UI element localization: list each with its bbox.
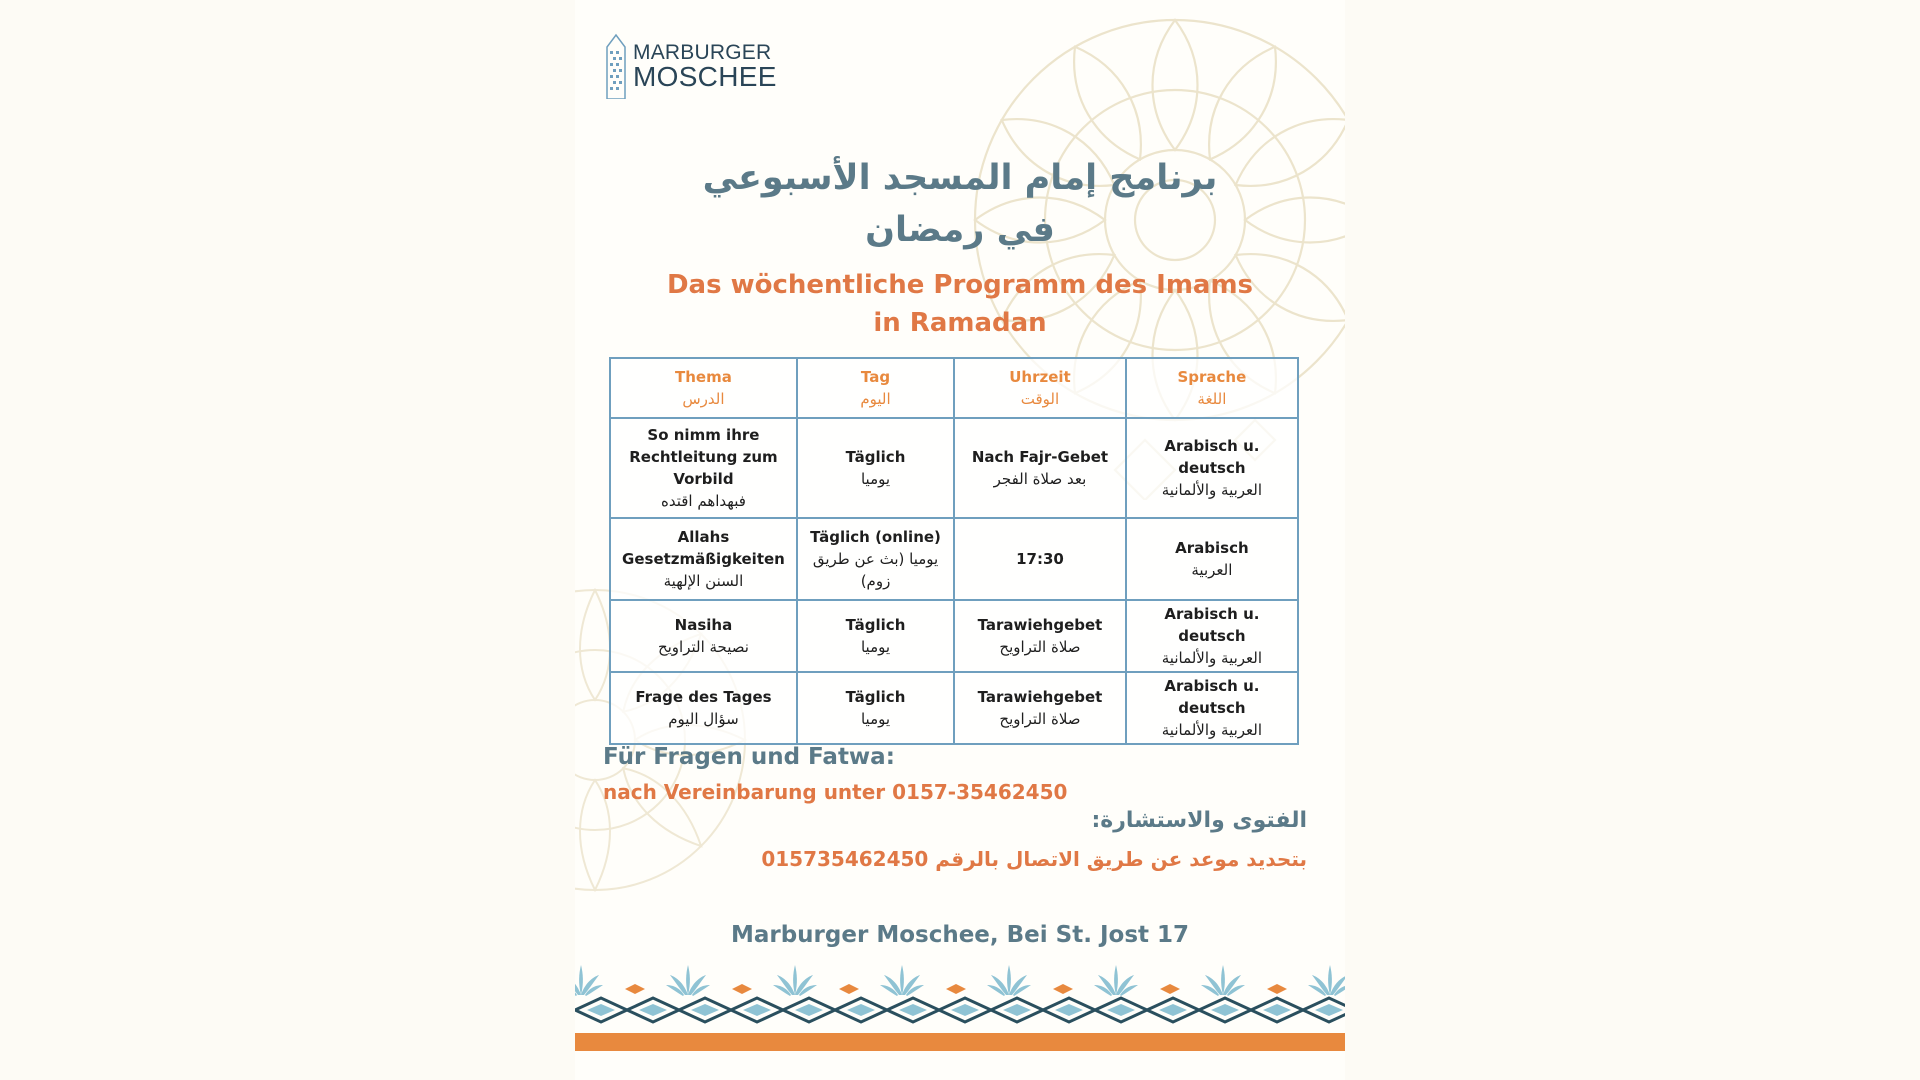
header-tag [797,358,954,418]
table-row [610,672,1298,744]
cell-de: Nasiha [674,616,733,634]
title-german [575,266,1345,342]
minaret-icon [603,33,629,99]
header-thema [610,358,797,418]
cell-ar: العربية والألمانية [1161,649,1263,667]
cell-de: Täglich (online) [810,528,941,546]
table-row [610,600,1298,672]
cell-tag [797,418,954,518]
header-ar: اللغة [1197,390,1227,408]
header-de: Sprache [1177,368,1247,386]
mosque-logo [603,33,777,99]
cell-tag [797,672,954,744]
table-row [610,518,1298,600]
cell-de: 17:30 [1016,550,1064,568]
cell-thema [610,600,797,672]
header-de: Uhrzeit [1009,368,1071,386]
cell-ar: نصيحة التراويح [657,638,749,656]
cell-thema [610,518,797,600]
cell-de: Täglich [845,688,906,706]
table-header-row [610,358,1298,418]
title-german-line1: Das wöchentliche Programm des Imams [666,270,1254,300]
poster [575,0,1345,1080]
cell-uhrzeit [954,418,1126,518]
contact-heading-german: Für Fragen und Fatwa: [603,744,895,770]
cell-tag [797,518,954,600]
cell-ar: يوميا [860,638,891,656]
cell-ar: العربية والألمانية [1161,481,1263,499]
mosque-address: Marburger Moschee, Bei St. Jost 17 [730,922,1190,948]
cell-de: Allahs Gesetzmäßigkeiten [622,528,785,568]
header-sprache [1126,358,1298,418]
cell-ar: فبهداهم اقتده [660,492,746,510]
cell-ar: العربية [1191,561,1233,579]
contact-heading-arabic: الفتوى والاستشارة: [1091,808,1307,833]
cell-de: Tarawiehgebet [977,688,1103,706]
title-arabic [575,152,1345,256]
cell-de: Arabisch [1175,539,1249,557]
cell-ar: يوميا [860,710,891,728]
header-ar: الدرس [682,390,725,408]
cell-de: Täglich [845,448,906,466]
cell-ar: صلاة التراويح [999,638,1081,656]
header-de: Tag [860,368,891,386]
cell-de: Tarawiehgebet [977,616,1103,634]
cell-de: So nimm ihre Rechtleitung zum Vorbild [629,426,778,488]
cell-ar: العربية والألمانية [1161,721,1263,739]
header-uhrzeit [954,358,1126,418]
orange-footer-bar [575,1033,1345,1051]
contact-text-german: nach Vereinbarung unter 0157-35462450 [603,780,1068,804]
contact-text-arabic: بتحديد موعد عن طريق الاتصال بالرقم 015735462450 [761,847,1307,871]
cell-de: Arabisch u. deutsch [1164,677,1260,717]
cell-thema [610,672,797,744]
title-arabic-line2: في رمضان [865,210,1055,250]
cell-ar: يوميا (بث عن طريق زوم) [812,550,939,590]
title-arabic-line1: برنامج إمام المسجد الأسبوعي [702,158,1218,198]
cell-de: Täglich [845,616,906,634]
cell-de: Nach Fajr-Gebet [971,448,1109,466]
cell-sprache [1126,600,1298,672]
cell-sprache [1126,518,1298,600]
schedule-table [609,357,1299,745]
cell-ar: سؤال اليوم [668,710,739,728]
title-german-line2: in Ramadan [873,308,1047,338]
cell-uhrzeit [954,672,1126,744]
header-de: Thema [675,368,732,386]
cell-de: Arabisch u. deutsch [1164,437,1260,477]
header-ar: الوقت [1020,390,1060,408]
cell-thema [610,418,797,518]
cell-de: Frage des Tages [635,688,772,706]
cell-de: Arabisch u. deutsch [1164,605,1260,645]
cell-ar: صلاة التراويح [999,710,1081,728]
cell-uhrzeit [954,600,1126,672]
table-row [610,418,1298,518]
logo-line1: MARBURGER [633,40,772,64]
cell-uhrzeit [954,518,1126,600]
cell-tag [797,600,954,672]
cell-ar: بعد صلاة الفجر [993,470,1087,488]
cell-sprache [1126,672,1298,744]
logo-line2: MOSCHEE [633,60,777,92]
cell-ar: يوميا [860,470,891,488]
header-ar: اليوم [860,390,891,408]
cell-ar: السنن الإلهية [663,572,744,590]
cell-sprache [1126,418,1298,518]
